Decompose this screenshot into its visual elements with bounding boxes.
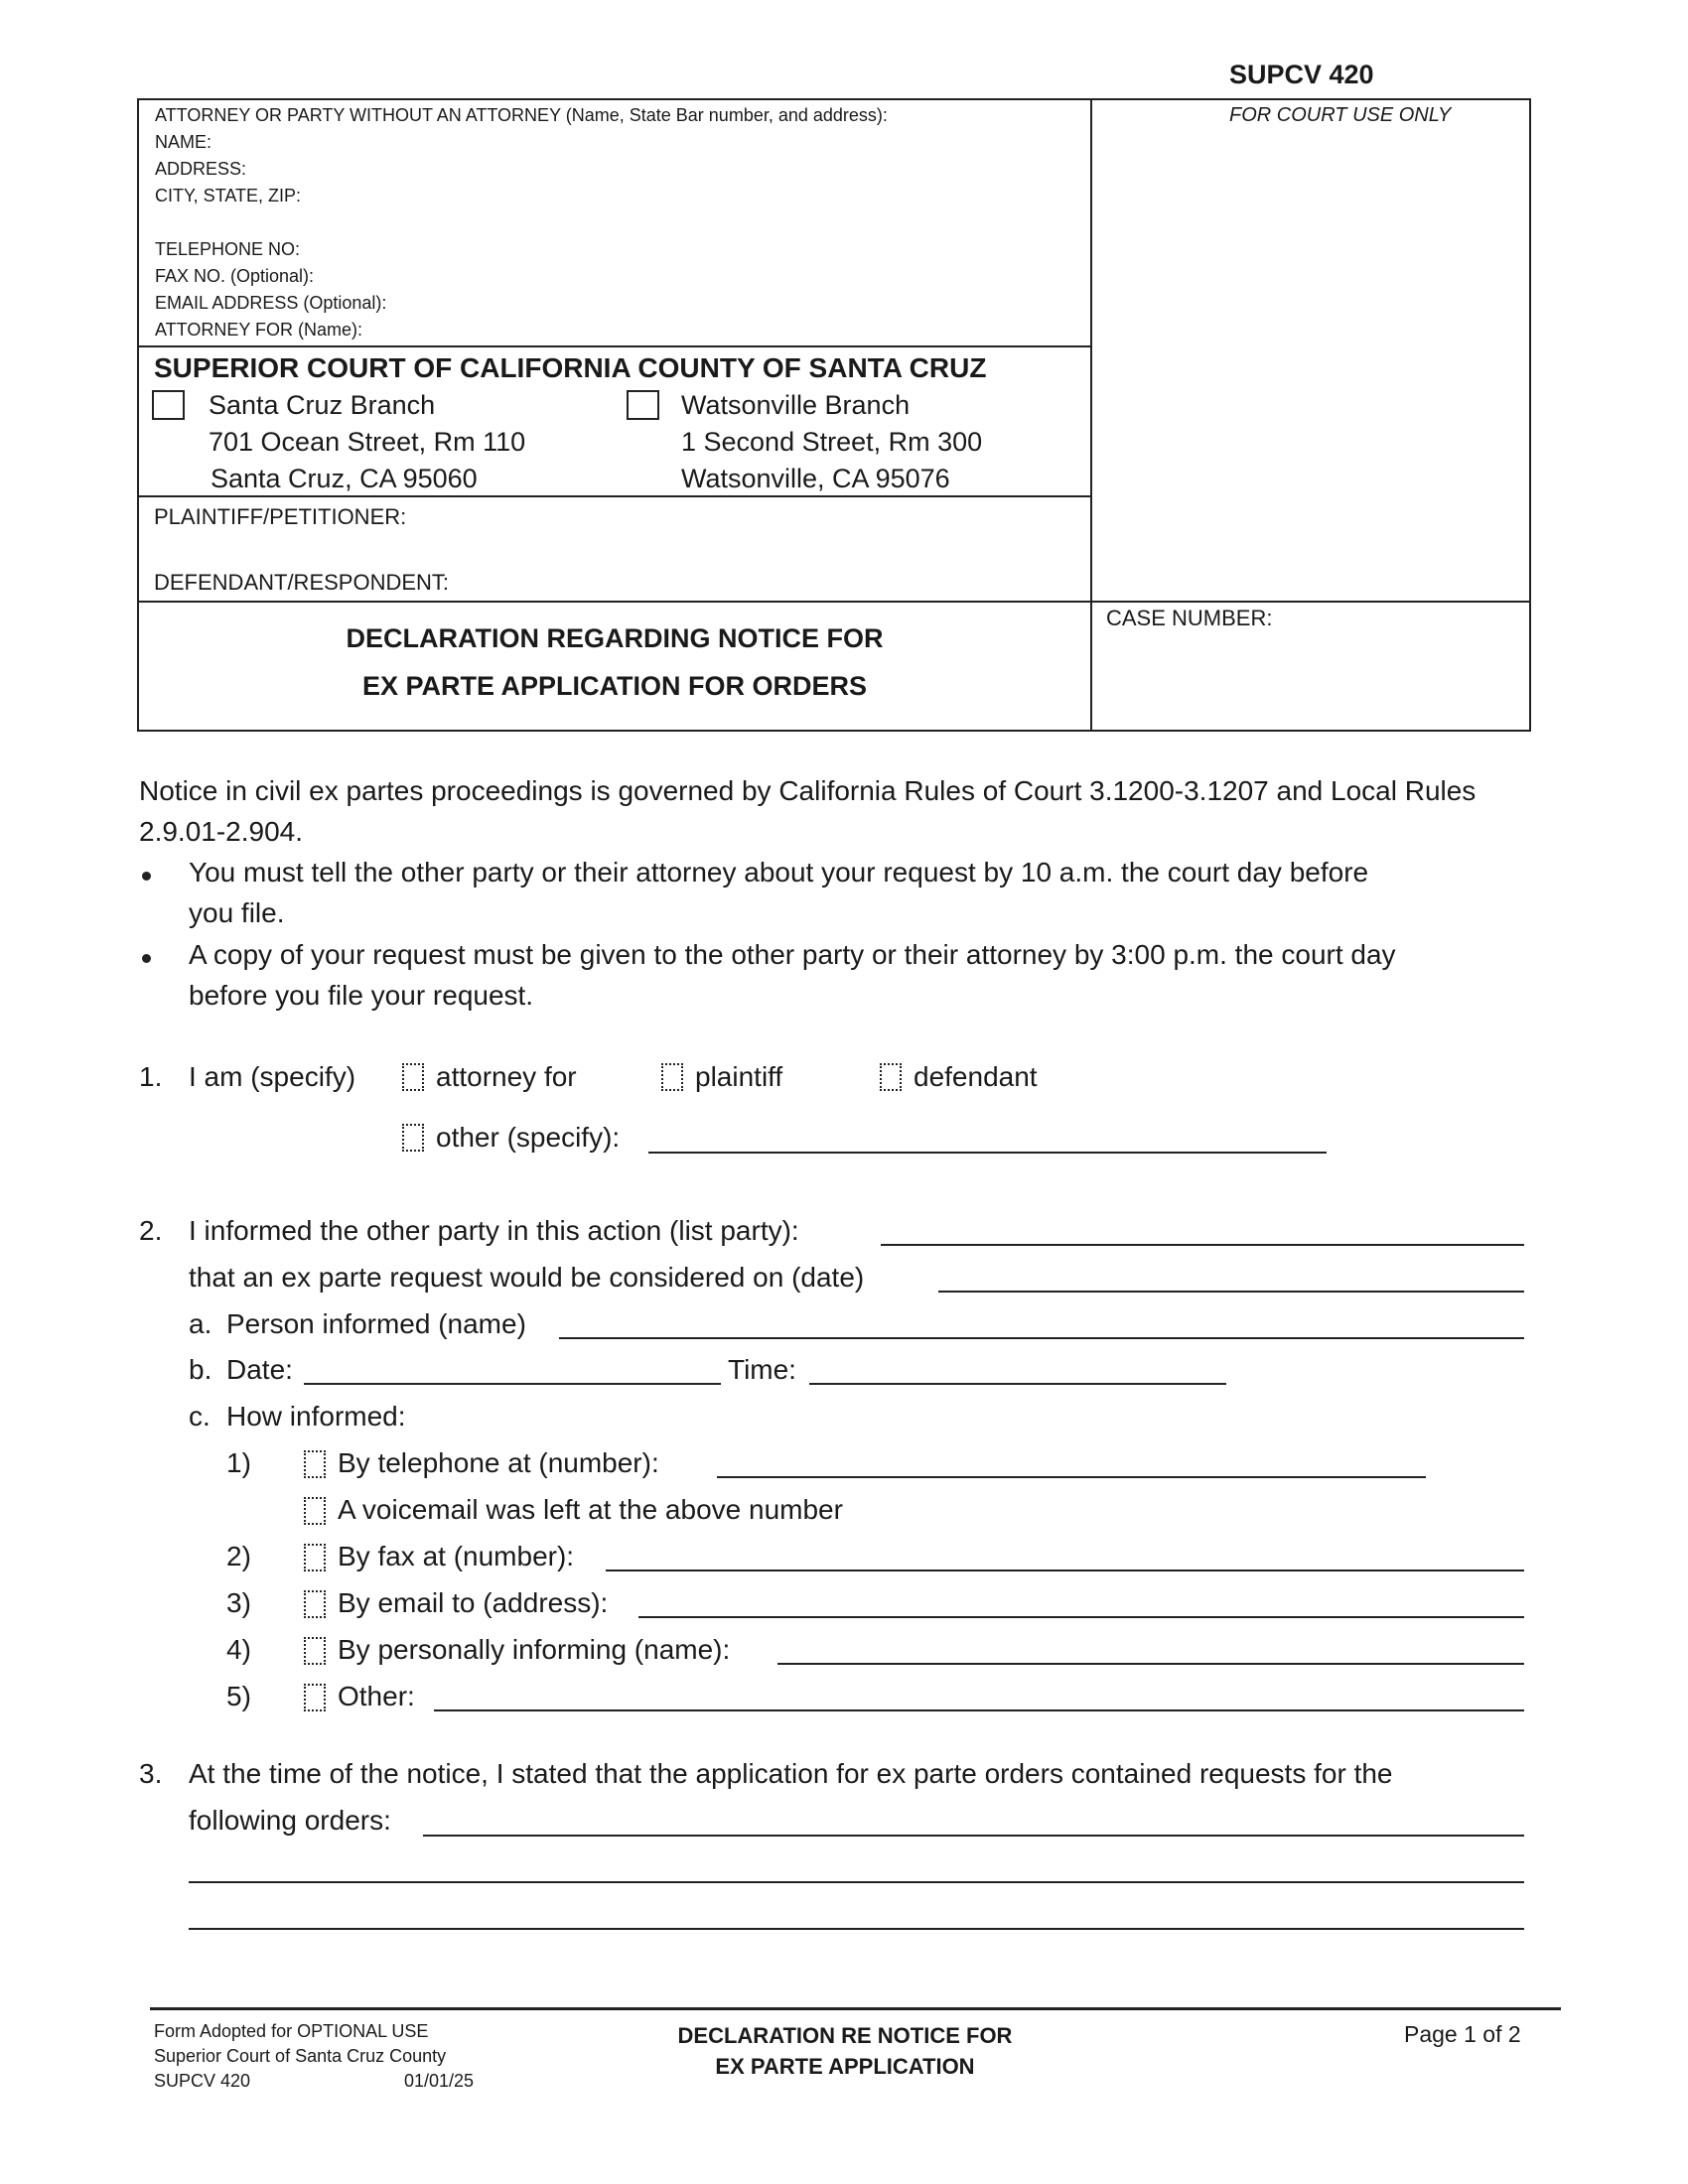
personally-checkbox[interactable] [304, 1637, 326, 1665]
item2b-letter: b. [189, 1354, 212, 1385]
item3-line1: At the time of the notice, I stated that the application for ex parte orders contained requests for the [189, 1758, 1393, 1789]
defendant-field[interactable]: DEFENDANT/RESPONDENT: [154, 570, 450, 595]
attorney-block [155, 102, 1078, 343]
method3-label: By email to (address): [338, 1587, 609, 1618]
item2b-time-label: Time: [728, 1354, 796, 1385]
other-checkbox[interactable] [402, 1124, 424, 1152]
document-title-line2: EX PARTE APPLICATION FOR ORDERS [361, 671, 868, 701]
document-title-line1: DECLARATION REGARDING NOTICE FOR [346, 623, 884, 653]
footer-rule [150, 2007, 1561, 2010]
address-field[interactable]: ADDRESS: [155, 159, 247, 179]
branch2-street: 1 Second Street, Rm 300 [681, 427, 983, 457]
caption-rule [139, 601, 1531, 603]
caption-rule [139, 345, 1092, 347]
orders-line[interactable] [189, 1881, 1524, 1883]
bullet-icon [142, 872, 151, 881]
branch2-city: Watsonville, CA 95076 [681, 464, 950, 493]
defendant-label: defendant [914, 1061, 1038, 1092]
attorney-for-field[interactable]: ATTORNEY FOR (Name): [155, 320, 363, 340]
branch1-city: Santa Cruz, CA 95060 [211, 464, 478, 493]
attorney-label: ATTORNEY OR PARTY WITHOUT AN ATTORNEY (Name, State Bar number, and address): [155, 105, 888, 125]
date-line[interactable] [304, 1383, 721, 1385]
personally-line[interactable] [777, 1663, 1524, 1665]
footer-form-number: SUPCV 420 [154, 2071, 251, 2091]
item2c-letter: c. [189, 1401, 211, 1432]
email-checkbox[interactable] [304, 1590, 326, 1618]
method4-label: By personally informing (name): [338, 1634, 731, 1665]
bullet1-line2: you file. [189, 897, 285, 928]
bullet2-line1: A copy of your request must be given to the other party or their attorney by 3:00 p.m. the court day [189, 939, 1396, 970]
item3-line2: following orders: [189, 1805, 391, 1836]
case-number-field[interactable]: CASE NUMBER: [1106, 606, 1273, 630]
method2-label: By fax at (number): [338, 1541, 575, 1571]
footer-form-row [154, 2069, 475, 2094]
bullet2-line2: before you file your request. [189, 980, 534, 1011]
footer-adopted: Form Adopted for OPTIONAL USE [154, 2021, 429, 2041]
method1-number: 1) [226, 1447, 251, 1478]
fax-line[interactable] [606, 1570, 1524, 1571]
attorney-for-label: attorney for [436, 1061, 577, 1092]
item2-line1: I informed the other party in this action (list party): [189, 1215, 799, 1246]
email-field[interactable]: EMAIL ADDRESS (Optional): [155, 293, 387, 313]
date-considered-line[interactable] [938, 1291, 1524, 1293]
item2-number: 2. [139, 1215, 163, 1246]
page-number: Page 1 of 2 [1404, 2021, 1521, 2047]
plaintiff-field[interactable]: PLAINTIFF/PETITIONER: [154, 504, 407, 529]
person-informed-line[interactable] [559, 1337, 1524, 1339]
city-field[interactable]: CITY, STATE, ZIP: [155, 186, 302, 205]
branch2-name: Watsonville Branch [681, 390, 911, 420]
method1-label: By telephone at (number): [338, 1447, 659, 1478]
watsonville-branch-checkbox[interactable] [627, 390, 659, 420]
item2a-letter: a. [189, 1308, 212, 1339]
method5-label: Other: [338, 1681, 415, 1711]
caption-rule [139, 495, 1092, 497]
caption-divider [1090, 100, 1092, 732]
footer-title-line2: EX PARTE APPLICATION [715, 2054, 975, 2079]
court-title: SUPERIOR COURT OF CALIFORNIA COUNTY OF SANTA CRUZ [154, 352, 987, 383]
item3-number: 3. [139, 1758, 163, 1789]
method5-number: 5) [226, 1681, 251, 1711]
footer-date: 01/01/25 [404, 2071, 475, 2091]
party-line[interactable] [881, 1244, 1524, 1246]
method3-number: 3) [226, 1587, 251, 1618]
item2b-label: Date: [226, 1354, 293, 1385]
intro-line2: 2.9.01-2.904. [139, 816, 304, 847]
other-label: other (specify): [436, 1122, 621, 1153]
footer-title [646, 2020, 1044, 2082]
item1-number: 1. [139, 1061, 163, 1092]
item2c-label: How informed: [226, 1401, 406, 1432]
email-line[interactable] [638, 1616, 1524, 1618]
item2-line2: that an ex parte request would be considered on (date) [189, 1262, 865, 1293]
fax-checkbox[interactable] [304, 1544, 326, 1571]
method4-number: 4) [226, 1634, 251, 1665]
attorney-for-checkbox[interactable] [402, 1063, 424, 1091]
telephone-checkbox[interactable] [304, 1450, 326, 1478]
santa-cruz-branch-checkbox[interactable] [152, 390, 185, 420]
fax-field[interactable]: FAX NO. (Optional): [155, 266, 315, 286]
item1-label: I am (specify) [189, 1061, 356, 1092]
branch1-name: Santa Cruz Branch [209, 390, 436, 420]
footer-court: Superior Court of Santa Cruz County [154, 2046, 447, 2066]
form-number: SUPCV 420 [1229, 60, 1374, 89]
bullet1-line1: You must tell the other party or their attorney about your request by 10 a.m. the court day before [189, 857, 1369, 887]
voicemail-label: A voicemail was left at the above number [338, 1494, 843, 1525]
orders-line[interactable] [189, 1928, 1524, 1930]
telephone-field[interactable]: TELEPHONE NO: [155, 239, 301, 259]
footer-title-line1: DECLARATION RE NOTICE FOR [677, 2023, 1013, 2048]
method2-number: 2) [226, 1541, 251, 1571]
time-line[interactable] [809, 1383, 1226, 1385]
plaintiff-checkbox[interactable] [661, 1063, 683, 1091]
plaintiff-label: plaintiff [695, 1061, 783, 1092]
other-method-checkbox[interactable] [304, 1684, 326, 1711]
item2a-label: Person informed (name) [226, 1308, 526, 1339]
other-specify-line[interactable] [648, 1152, 1327, 1154]
branch1-street: 701 Ocean Street, Rm 110 [209, 427, 526, 457]
telephone-line[interactable] [717, 1476, 1426, 1478]
defendant-checkbox[interactable] [880, 1063, 902, 1091]
name-field[interactable]: NAME: [155, 132, 212, 152]
voicemail-checkbox[interactable] [304, 1497, 326, 1525]
orders-line[interactable] [423, 1835, 1524, 1837]
intro-line1: Notice in civil ex partes proceedings is governed by California Rules of Court 3.1200-3.1207 and Local Rules [139, 775, 1477, 806]
bullet-icon [142, 954, 151, 963]
footer-left [154, 2019, 475, 2094]
other-method-line[interactable] [434, 1709, 1524, 1711]
court-use-label: FOR COURT USE ONLY [1229, 104, 1452, 126]
caption-box [137, 98, 1531, 732]
